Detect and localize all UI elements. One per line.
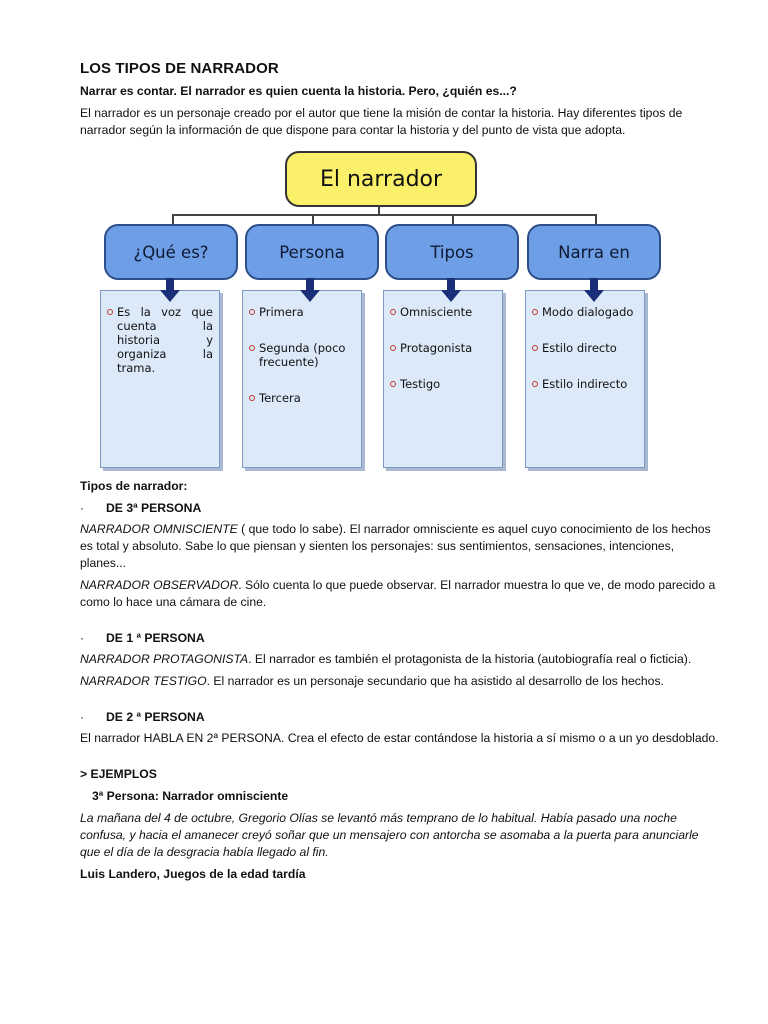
types-heading: Tipos de narrador: [80,479,188,493]
bullet-icon [249,395,255,401]
bullet-icon [107,309,113,315]
examples-subheading: 3ª Persona: Narrador omnisciente [92,789,289,803]
panel-item: Omnisciente [390,305,496,319]
panel-item: Es la voz que cuenta la historia y organiza la trama. [107,305,213,375]
witness-paragraph: NARRADOR TESTIGO. El narrador es un personaje secundario que ha asistido al desarrollo de los hechos. [80,674,664,688]
observer-paragraph: NARRADOR OBSERVADOR. Sólo cuenta lo que puede observar. El narrador muestra lo que ve, de modo parecido a como lo hace una cámara de cine. [80,578,716,609]
section-second-person: · DE 2 ª PERSONA [80,710,205,724]
diagram-root: El narrador [285,151,477,207]
bullet-icon [532,309,538,315]
category-narra-en: Narra en [527,224,661,280]
panel-item: Estilo indirecto [532,377,638,391]
category-tipos: Tipos [385,224,519,280]
intro-paragraph: El narrador es un personaje creado por el autor que tiene la misión de contar la historia. Hay diferentes tipos de narrador según la información de que dispone para contar la historia y del punto de vista que adopta. [80,106,683,137]
section-first-person: · DE 1 ª PERSONA [80,631,205,645]
page-title: LOS TIPOS DE NARRADOR [80,60,279,77]
example-source: Luis Landero, Juegos de la edad tardía [80,867,306,881]
panel-item: Primera [249,305,355,319]
panel-item: Testigo [390,377,496,391]
category-persona: Persona [245,224,379,280]
omniscient-paragraph: NARRADOR OMNISCIENTE ( que todo lo sabe). El narrador omnisciente es aquel cuyo conocimiento de los hechos es total y absoluto. Sabe lo que piensan y sienten los personajes: sus sentimientos, sensaciones, intenciones, planes... [80,522,711,570]
bullet-icon [390,345,396,351]
narrator-diagram [80,148,672,474]
bullet-icon [390,309,396,315]
document-body [80,478,720,888]
bullet-icon [532,381,538,387]
arrow-down-icon [584,278,604,302]
bullet-icon [249,345,255,351]
panel-que-es [100,290,220,468]
bullet-icon [532,345,538,351]
arrow-down-icon [441,278,461,302]
panel-item: Estilo directo [532,341,638,355]
intro-bold: Narrar es contar. El narrador es quien cuenta la historia. Pero, ¿quién es...? [80,84,517,98]
connector-horizontal [172,214,597,216]
arrow-down-icon [300,278,320,302]
example-quote: La mañana del 4 de octubre, Gregorio Olías se levantó más temprano de lo habitual. Había pasado una noche confusa, y hacia el amanecer creyó soñar que un mensajero con antorcha se asomaba a la puerta para anunciarle que el día de la desgracia había llegado al fin. [80,811,699,859]
document-top [80,60,720,144]
bullet-icon [249,309,255,315]
panel-item: Protagonista [390,341,496,355]
panel-item: Tercera [249,391,355,405]
bullet-icon [390,381,396,387]
panel-item: Segunda (poco frecuente) [249,341,355,369]
arrow-down-icon [160,278,180,302]
category-que-es: ¿Qué es? [104,224,238,280]
section-third-person: · DE 3ª PERSONA [80,501,202,515]
panel-tipos [383,290,503,468]
panel-narra-en [525,290,645,468]
panel-item: Modo dialogado [532,305,638,319]
second-person-paragraph: El narrador HABLA EN 2ª PERSONA. Crea el efecto de estar contándose la historia a sí mismo o a un yo desdoblado. [80,731,719,745]
panel-persona [242,290,362,468]
examples-heading: > EJEMPLOS [80,767,157,781]
protagonist-paragraph: NARRADOR PROTAGONISTA. El narrador es también el protagonista de la historia (autobiografía real o ficticia). [80,652,692,666]
